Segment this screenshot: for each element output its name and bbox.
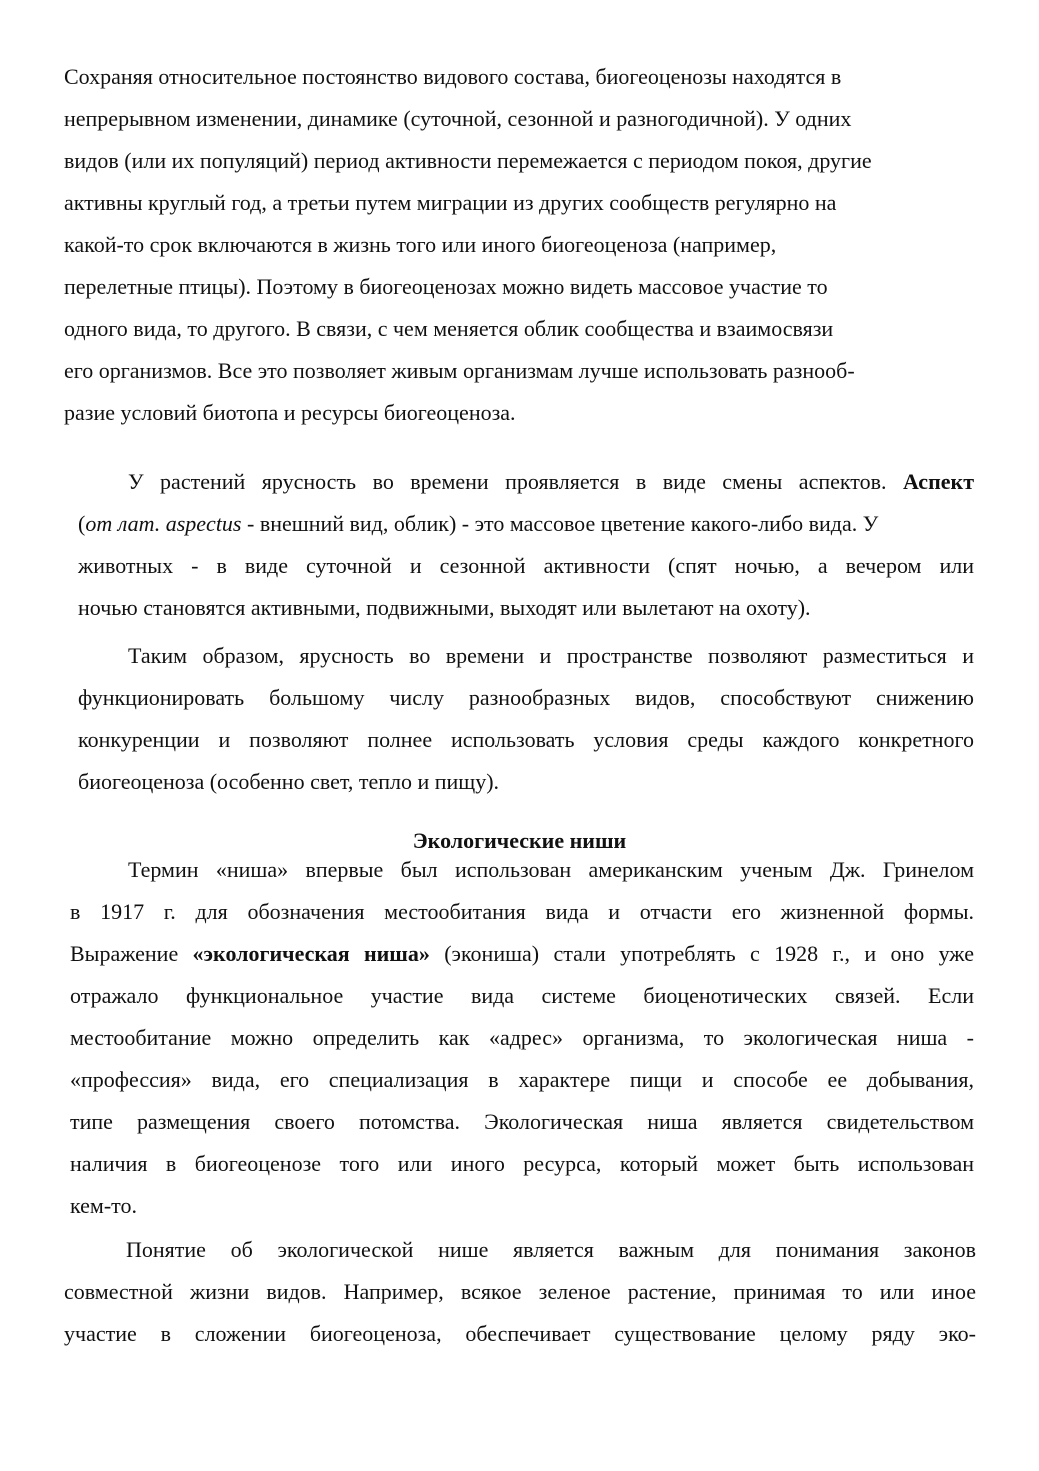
text-line: [70, 941, 974, 967]
text-line: в 1917 г. для обозначения местообитания вида и отчасти его жизненной формы.: [70, 899, 974, 924]
text-line: Сохраняя относительное постоянство видового состава, биогеоценозы находятся в: [64, 64, 842, 89]
text-line: животных - в виде суточной и сезонной активности (спят ночью, а вечером или: [78, 553, 974, 578]
text-line: совместной жизни видов. Например, всякое зеленое растение, принимая то или иное: [64, 1279, 976, 1304]
text-line: одного вида, то другого. В связи, с чем меняется облик сообщества и взаимосвязи: [64, 316, 834, 341]
text-line: непрерывном изменении, динамике (суточной, сезонной и разногодичной). У одних: [64, 106, 852, 131]
text-line: его организмов. Все это позволяет живым организмам лучше использовать разнооб-: [64, 358, 855, 383]
term-ecological-niche: «экологическая ниша»: [192, 941, 430, 966]
text-line: функционировать большому числу разнообразных видов, способствуют снижению: [78, 685, 974, 710]
text-line: отражало функциональное участие вида системе биоценотических связей. Если: [70, 983, 974, 1008]
section-heading: Экологические ниши: [412, 828, 627, 853]
text-line: [78, 511, 878, 537]
text-line: биогеоценоза (особенно свет, тепло и пищу).: [78, 769, 500, 794]
text-line: какой-то срок включаются в жизнь того или иного биогеоценоза (например,: [64, 232, 777, 257]
text-line: наличия в биогеоценозе того или иного ресурса, который может быть использован: [70, 1151, 974, 1176]
text-line: кем-то.: [70, 1193, 137, 1218]
text-line: разие условий биотопа и ресурсы биогеоценоза.: [64, 400, 516, 425]
text-line: Термин «ниша» впервые был использован американским ученым Дж. Гринелом: [128, 857, 974, 882]
text-line: [128, 469, 974, 495]
text-line: видов (или их популяций) период активности перемежается с периодом покоя, другие: [64, 148, 872, 173]
text-line: Понятие об экологической нише является важным для понимания законов: [126, 1237, 976, 1262]
text-line: перелетные птицы). Поэтому в биогеоценозах можно видеть массовое участие то: [64, 274, 828, 299]
text-line: типе размещения своего потомства. Экологическая ниша является свидетельством: [70, 1109, 974, 1134]
term-aspect: Аспект: [902, 469, 974, 494]
text-line: «профессия» вида, его специализация в характере пищи и способе ее добывания,: [70, 1067, 974, 1092]
text-span: (: [78, 511, 86, 536]
latin-origin: от лат. aspectus -: [85, 511, 255, 536]
text-span: (экониша) стали употреблять с 1928 г., и оно уже: [429, 941, 974, 966]
text-line: участие в сложении биогеоценоза, обеспечивает существование целому ряду эко-: [64, 1321, 976, 1346]
text-line: конкуренции и позволяют полнее использовать условия среды каждого конкретного: [78, 727, 974, 752]
text-span: У растений ярусность во времени проявляется в виде смены аспектов.: [128, 469, 887, 494]
text-line: Таким образом, ярусность во времени и пространстве позволяют разместиться и: [128, 643, 974, 668]
text-line: ночью становятся активными, подвижными, выходят или вылетают на охоту).: [78, 595, 811, 620]
text-span: Выражение: [70, 941, 193, 966]
text-line: местообитание можно определить как «адрес» организма, то экологическая ниша -: [70, 1025, 974, 1050]
text-span: внешний вид, облик) - это массовое цветение какого-либо вида. У: [254, 511, 879, 536]
text-line: активны круглый год, а третьи путем миграции из других сообществ регулярно на: [64, 190, 837, 215]
